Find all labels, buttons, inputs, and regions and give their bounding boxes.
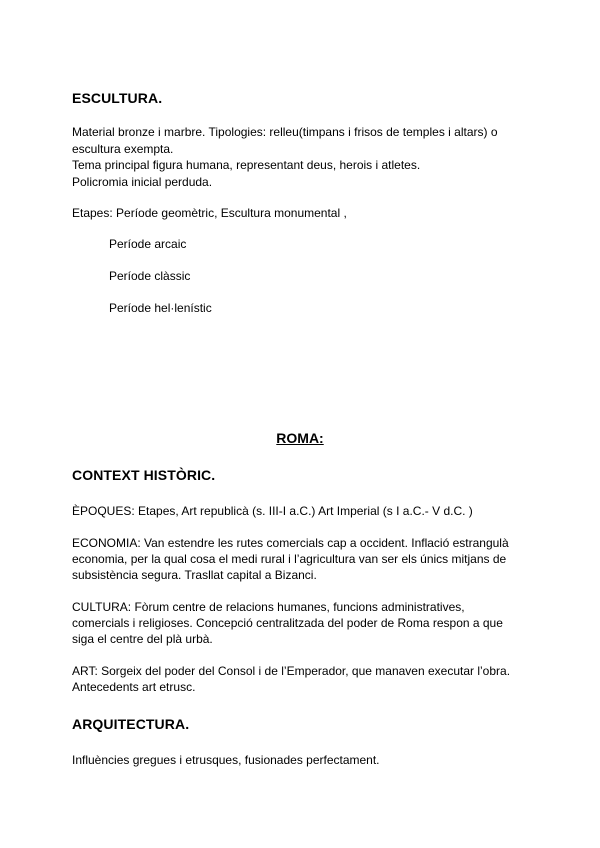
economia-line: subsistència segura. Trasllat capital a Bizanci. bbox=[72, 568, 317, 582]
periode-item: Període hel·lenístic bbox=[109, 301, 212, 315]
escultura-para-line: Tema principal figura humana, representant deus, herois i atletes. bbox=[72, 158, 421, 172]
cultura-line: comercials i religioses. Concepció centralitzada del poder de Roma respon a que bbox=[72, 616, 503, 630]
escultura-para-line: escultura exempta. bbox=[72, 142, 174, 156]
economia-line: economia, per la qual cosa el medi rural i l’agricultura van ser els únics mitjans de bbox=[72, 552, 507, 566]
escultura-heading: ESCULTURA. bbox=[72, 90, 163, 106]
escultura-para-line: Material bronze i marbre. Tipologies: relleu(timpans i frisos de temples i altars) o bbox=[72, 125, 498, 139]
cultura-line: CULTURA: Fòrum centre de relacions humanes, funcions administratives, bbox=[72, 600, 465, 614]
arquitectura-text: Influències gregues i etrusques, fusionades perfectament. bbox=[72, 753, 380, 767]
economia-line: ECONOMIA: Van estendre les rutes comercials cap a occident. Inflació estrangulà bbox=[72, 536, 509, 550]
cultura-line: siga el centre del plà urbà. bbox=[72, 632, 213, 646]
art-line: ART: Sorgeix del poder del Consol i de l’Emperador, que manaven executar l’obra. bbox=[72, 664, 511, 678]
periode-item: Període clàssic bbox=[109, 269, 191, 283]
context-historic-heading: CONTEXT HISTÒRIC. bbox=[72, 467, 216, 483]
epoques-text: ÈPOQUES: Etapes, Art republicà (s. III-I a.C.) Art Imperial (s I a.C.- V d.C. ) bbox=[72, 504, 473, 518]
periode-item: Període arcaic bbox=[109, 237, 187, 251]
roma-title: ROMA: bbox=[276, 430, 324, 446]
art-line: Antecedents art etrusc. bbox=[72, 680, 196, 694]
escultura-para-line: Policromia inicial perduda. bbox=[72, 175, 213, 189]
etapes-text: Etapes: Període geomètric, Escultura monumental , bbox=[72, 206, 347, 220]
arquitectura-heading: ARQUITECTURA. bbox=[72, 716, 190, 732]
